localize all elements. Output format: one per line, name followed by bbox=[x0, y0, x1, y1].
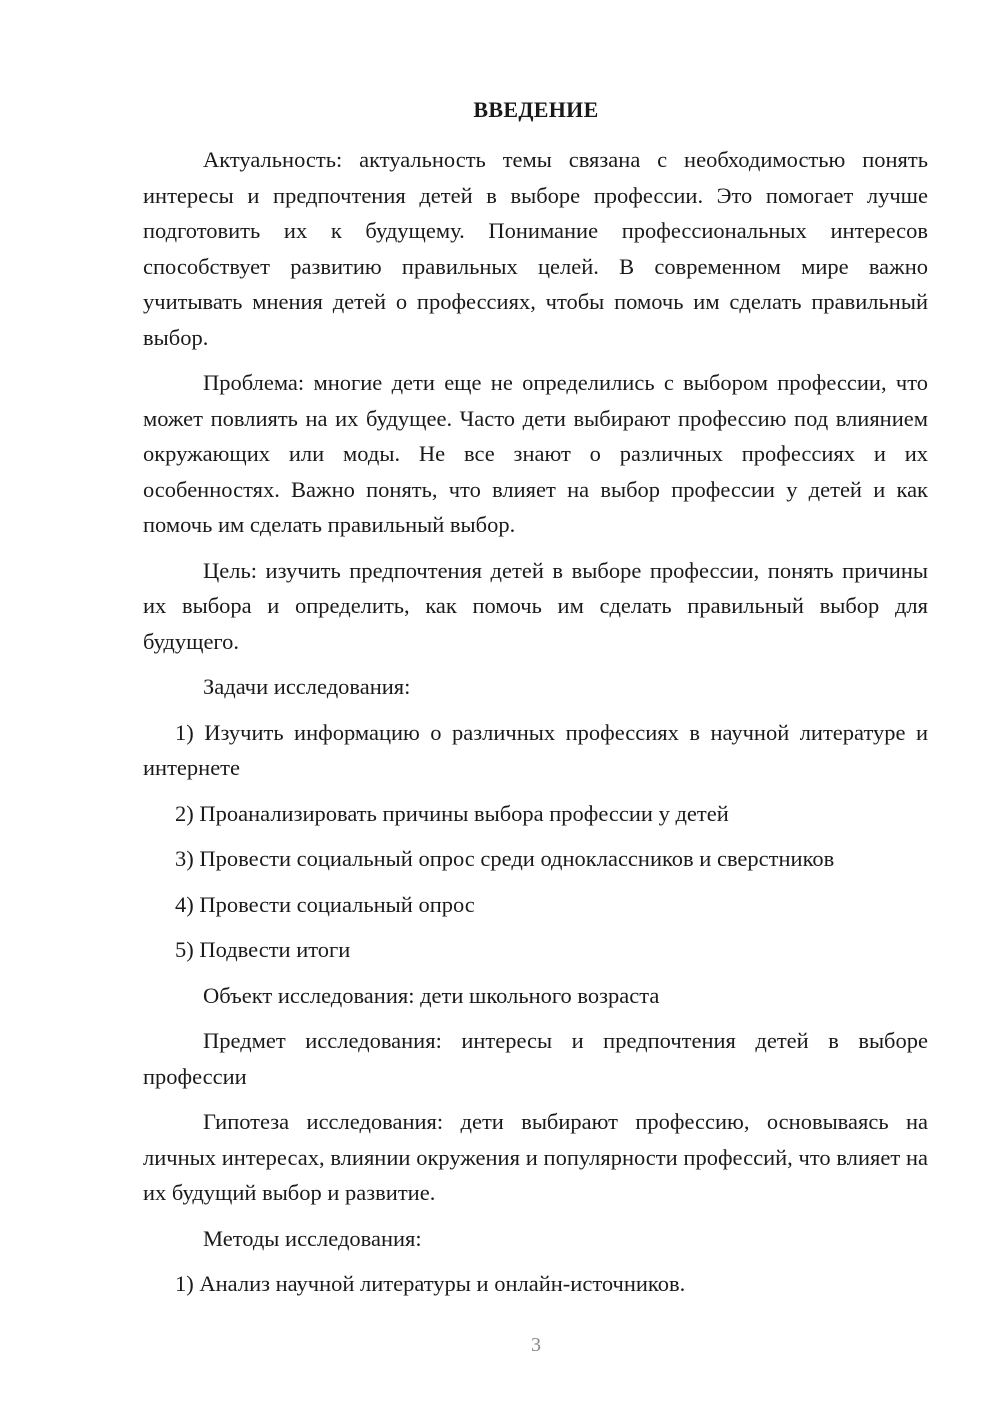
task-item-4: 4) Провести социальный опрос bbox=[175, 891, 475, 917]
task-item-2: 2) Проанализировать причины выбора профессии у детей bbox=[175, 800, 729, 826]
tasks-heading: Задачи исследования: bbox=[203, 674, 411, 699]
paragraph-object: Объект исследования: дети школьного возраста bbox=[203, 982, 660, 1008]
method-item-1: 1) Анализ научной литературы и онлайн-источников. bbox=[175, 1271, 686, 1296]
task-item-1: 1) Изучить информацию о различных профессиях в научной литературе и интернете bbox=[143, 719, 928, 780]
page-title: ВВЕДЕНИЕ bbox=[473, 97, 599, 122]
page-number: 3 bbox=[531, 1334, 541, 1356]
paragraph-problem: Проблема: многие дети еще не определились с выбором профессии, что может повлиять на их будущее. Часто дети выбирают профессию под влиянием окружающих или моды. Не все знают о различных профессиях и их особенностях. Важно понять, что влияет на выбор профессии у детей и как помочь им сделать правильный выбор. bbox=[143, 370, 928, 537]
paragraph-goal: Цель: изучить предпочтения детей в выборе профессии, понять причины их выбора и определить, как помочь им сделать правильный выбор для будущего. bbox=[143, 557, 928, 654]
paragraph-relevance: Актуальность: актуальность темы связана с необходимостью понять интересы и предпочтения детей в выборе профессии. Это помогает лучше подготовить их к будущему. Понимание профессиональных интересов способствует развитию правильных целей. В современном мире важно учитывать мнения детей о профессиях, чтобы помочь им сделать правильный выбор. bbox=[143, 147, 928, 350]
methods-heading: Методы исследования: bbox=[203, 1225, 422, 1251]
task-item-5: 5) Подвести итоги bbox=[175, 937, 351, 962]
paragraph-hypothesis: Гипотеза исследования: дети выбирают профессию, основываясь на личных интересах, влиянии окружения и популярности профессий, что влияет на их будущий выбор и развитие. bbox=[143, 1109, 928, 1205]
document-body bbox=[143, 142, 928, 1312]
task-item-3: 3) Провести социальный опрос среди одноклассников и сверстников bbox=[175, 846, 835, 871]
paragraph-subject: Предмет исследования: интересы и предпочтения детей в выборе профессии bbox=[143, 1028, 928, 1089]
